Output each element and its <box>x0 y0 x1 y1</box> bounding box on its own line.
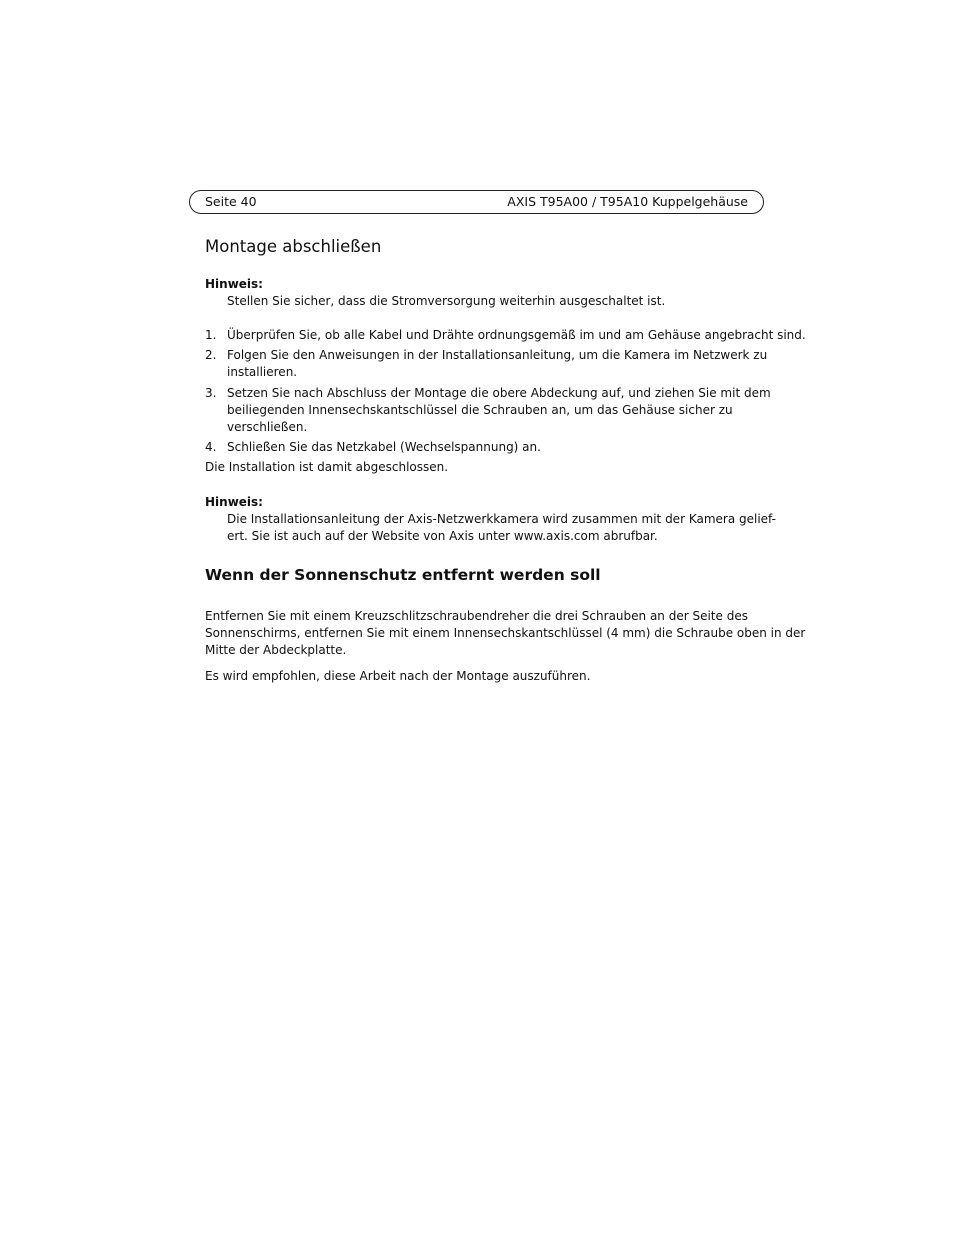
step-text <box>227 385 771 436</box>
step-line: Überprüfen Sie, ob alle Kabel und Drähte ordnungsgemäß im und am Gehäuse angebracht sind. <box>227 328 806 342</box>
section-title-sonnenschutz: Wenn der Sonnenschutz entfernt werden soll <box>205 566 601 584</box>
step-line: Folgen Sie den Anweisungen in der Installationsanleitung, um die Kamera im Netzwerk zu <box>227 348 768 362</box>
note-label: Hinweis: <box>205 277 263 291</box>
paragraph <box>205 608 806 659</box>
note-text: Stellen Sie sicher, dass die Stromversorgung weiterhin ausgeschaltet ist. <box>227 294 666 308</box>
note-line: Die Installationsanleitung der Axis-Netzwerkkamera wird zusammen mit der Kamera gelief- <box>227 512 776 526</box>
page-header <box>189 190 764 214</box>
note-text <box>227 511 776 545</box>
section-title-montage: Montage abschließen <box>205 237 382 256</box>
step-line: Schließen Sie das Netzkabel (Wechselspannung) an. <box>227 440 541 454</box>
conclusion-text: Die Installation ist damit abgeschlossen. <box>205 460 449 474</box>
step-line: installieren. <box>227 365 298 379</box>
page-number: Seite 40 <box>205 194 257 209</box>
step-text <box>227 439 755 456</box>
step-line: Setzen Sie nach Abschluss der Montage die obere Abdeckung auf, und ziehen Sie mit dem <box>227 386 771 400</box>
step-number: 1. <box>205 328 217 342</box>
paragraph-line: Entfernen Sie mit einem Kreuzschlitzschraubendreher die drei Schrauben an der Seite des <box>205 609 748 623</box>
step-number: 3. <box>205 386 217 400</box>
paragraph-line: Mitte der Abdeckplatte. <box>205 643 347 657</box>
paragraph-line: Sonnenschirms, entfernen Sie mit einem Innensechskantschlüssel (4 mm) die Schraube oben in der <box>205 626 806 640</box>
step-line: verschließen. <box>227 420 308 434</box>
step-number: 2. <box>205 348 217 362</box>
paragraph: Es wird empfohlen, diese Arbeit nach der Montage auszuführen. <box>205 669 591 683</box>
document-title: AXIS T95A00 / T95A10 Kuppelgehäuse <box>507 194 748 209</box>
step-number: 4. <box>205 440 217 454</box>
note-label: Hinweis: <box>205 495 263 509</box>
note-line: ert. Sie ist auch auf der Website von Axis unter www.axis.com abrufbar. <box>227 529 658 543</box>
step-text <box>227 347 768 381</box>
step-line: beiliegenden Innensechskantschlüssel die Schrauben an, um das Gehäuse sicher zu <box>227 403 733 417</box>
step-text <box>227 327 806 344</box>
